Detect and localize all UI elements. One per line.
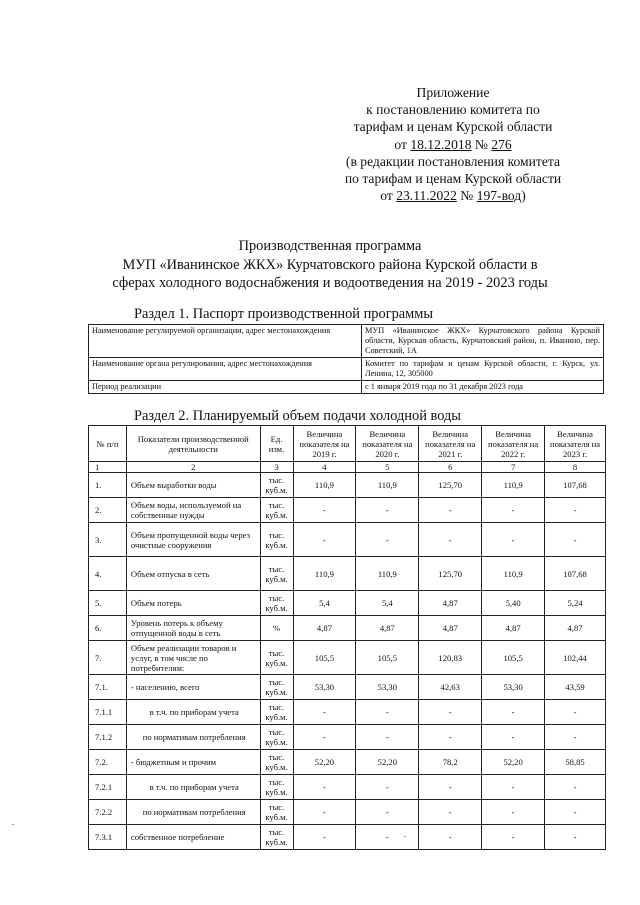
unit: тыс. куб.м. bbox=[260, 700, 293, 725]
row-number: 7. bbox=[89, 641, 127, 675]
value-cell: 110,9 bbox=[293, 557, 356, 591]
table-row bbox=[89, 498, 606, 523]
table-row bbox=[89, 473, 606, 498]
table-row bbox=[89, 750, 606, 775]
indicator-name: Объем отпуска в сеть bbox=[126, 557, 260, 591]
indicator-name: - бюджетным и прочим bbox=[126, 750, 260, 775]
table-row bbox=[89, 775, 606, 800]
unit: тыс. куб.м. bbox=[260, 557, 293, 591]
unit: тыс. куб.м. bbox=[260, 498, 293, 523]
value-cell: - bbox=[545, 800, 606, 825]
resolution-date: 18.12.2018 bbox=[410, 136, 472, 152]
unit: тыс. куб.м. bbox=[260, 523, 293, 557]
table-row bbox=[89, 591, 606, 616]
value-cell: 105,5 bbox=[356, 641, 419, 675]
row-number: 7.1.2 bbox=[89, 725, 127, 750]
row-number: 3. bbox=[89, 523, 127, 557]
value-cell: - bbox=[419, 800, 482, 825]
value-cell: - bbox=[419, 725, 482, 750]
passport-table bbox=[88, 324, 604, 394]
column-number: 5 bbox=[356, 462, 419, 473]
passport-value: с 1 января 2019 года по 31 декабря 2023 года bbox=[362, 381, 604, 394]
unit: тыс. куб.м. bbox=[260, 675, 293, 700]
unit: тыс. куб.м. bbox=[260, 591, 293, 616]
column-header: Величина показателя на 2022 г. bbox=[482, 426, 545, 462]
passport-value: Комитет по тарифам и ценам Курской области, г. Курск, ул. Ленина, 12, 305000 bbox=[362, 358, 604, 381]
table-row bbox=[89, 641, 606, 675]
passport-row bbox=[89, 325, 604, 358]
value-cell: 5,40 bbox=[482, 591, 545, 616]
table-row bbox=[89, 825, 606, 850]
value-cell: 110,9 bbox=[482, 473, 545, 498]
value-cell: 52,20 bbox=[293, 750, 356, 775]
value-cell: 4,87 bbox=[293, 616, 356, 641]
value-cell: 53,30 bbox=[293, 675, 356, 700]
appendix-line bbox=[318, 187, 588, 204]
row-number: 1. bbox=[89, 473, 127, 498]
column-header: Ед. изм. bbox=[260, 426, 293, 462]
value-cell: 53,30 bbox=[356, 675, 419, 700]
value-cell: - bbox=[293, 825, 356, 850]
indicator-name: собственное потребление bbox=[126, 825, 260, 850]
value-cell: - bbox=[545, 523, 606, 557]
column-header: Величина показателя на 2019 г. bbox=[293, 426, 356, 462]
row-number: 7.3.1 bbox=[89, 825, 127, 850]
appendix-line: тарифам и ценам Курской области bbox=[353, 119, 553, 135]
title-line: Производственная программа bbox=[238, 238, 422, 254]
indicator-name: Объем воды, используемой на собственные нужды bbox=[126, 498, 260, 523]
indicator-name: по нормативам потребления bbox=[126, 800, 260, 825]
value-cell: - bbox=[356, 725, 419, 750]
value-cell: 4,87 bbox=[419, 591, 482, 616]
table-row bbox=[89, 700, 606, 725]
column-number-row bbox=[89, 462, 606, 473]
table-header-row bbox=[89, 426, 606, 462]
value-cell: - bbox=[293, 800, 356, 825]
number-prefix: № bbox=[456, 188, 477, 204]
value-cell: 42,63 bbox=[419, 675, 482, 700]
from-prefix: от bbox=[394, 136, 411, 152]
value-cell: 125,70 bbox=[419, 557, 482, 591]
value-cell: - bbox=[293, 498, 356, 523]
value-cell: 5,4 bbox=[356, 591, 419, 616]
column-header: Величина показателя на 2020 г. bbox=[356, 426, 419, 462]
value-cell: - bbox=[482, 825, 545, 850]
resolution-number: 276 bbox=[491, 136, 512, 152]
value-cell: 43,59 bbox=[545, 675, 606, 700]
unit: тыс. куб.м. bbox=[260, 725, 293, 750]
edition-number: 197-вод bbox=[476, 188, 522, 204]
table-row bbox=[89, 557, 606, 591]
value-cell: - bbox=[419, 498, 482, 523]
value-cell: 4,87 bbox=[419, 616, 482, 641]
table-row bbox=[89, 616, 606, 641]
value-cell: - bbox=[419, 700, 482, 725]
closing-paren: ) bbox=[521, 188, 526, 204]
column-number: 3 bbox=[260, 462, 293, 473]
column-number: 1 bbox=[89, 462, 127, 473]
value-cell: 125,70 bbox=[419, 473, 482, 498]
title-line: МУП «Иванинское ЖКХ» Курчатовского района Курской области в bbox=[122, 256, 538, 273]
value-cell: 110,9 bbox=[356, 557, 419, 591]
row-number: 7.2. bbox=[89, 750, 127, 775]
appendix-line: по тарифам и ценам Курской области bbox=[344, 171, 562, 187]
column-number: 8 bbox=[545, 462, 606, 473]
value-cell: 52,20 bbox=[356, 750, 419, 775]
value-cell: 52,20 bbox=[482, 750, 545, 775]
row-number: 5. bbox=[89, 591, 127, 616]
unit: % bbox=[260, 616, 293, 641]
column-number: 2 bbox=[126, 462, 260, 473]
value-cell: - bbox=[482, 700, 545, 725]
value-cell: - bbox=[482, 523, 545, 557]
row-number: 4. bbox=[89, 557, 127, 591]
value-cell: - bbox=[356, 700, 419, 725]
appendix-line: к постановлению комитета по bbox=[366, 102, 540, 118]
value-cell: 4,87 bbox=[545, 616, 606, 641]
scan-speck bbox=[12, 824, 14, 825]
unit: тыс. куб.м. bbox=[260, 641, 293, 675]
value-cell: 5,24 bbox=[545, 591, 606, 616]
table-row bbox=[89, 523, 606, 557]
from-prefix: от bbox=[380, 188, 397, 204]
column-header: Величина показателя на 2021 г. bbox=[419, 426, 482, 462]
value-cell: - bbox=[545, 775, 606, 800]
table-row bbox=[89, 800, 606, 825]
column-header: Показатели производственной деятельности bbox=[126, 426, 260, 462]
passport-row bbox=[89, 381, 604, 394]
section2-heading: Раздел 2. Планируемый объем подачи холодной воды bbox=[134, 408, 461, 424]
unit: тыс. куб.м. bbox=[260, 473, 293, 498]
value-cell: - bbox=[356, 800, 419, 825]
indicator-name: в т.ч. по приборам учета bbox=[126, 775, 260, 800]
value-cell: 107,68 bbox=[545, 473, 606, 498]
water-volume-table bbox=[88, 425, 606, 850]
value-cell: - bbox=[482, 775, 545, 800]
section1-heading: Раздел 1. Паспорт производственной программы bbox=[134, 306, 434, 322]
column-number: 6 bbox=[419, 462, 482, 473]
value-cell: - bbox=[545, 498, 606, 523]
indicator-name: в т.ч. по приборам учета bbox=[126, 700, 260, 725]
value-cell: 110,9 bbox=[482, 557, 545, 591]
passport-row bbox=[89, 358, 604, 381]
value-cell: 120,83 bbox=[419, 641, 482, 675]
value-cell: - bbox=[482, 498, 545, 523]
value-cell: 110,9 bbox=[293, 473, 356, 498]
column-header: Величина показателя на 2023 г. bbox=[545, 426, 606, 462]
appendix-line: Приложение bbox=[416, 85, 490, 100]
value-cell: 5,4 bbox=[293, 591, 356, 616]
column-header: № п/п bbox=[89, 426, 127, 462]
value-cell: 78,2 bbox=[419, 750, 482, 775]
value-cell: 53,30 bbox=[482, 675, 545, 700]
indicator-name: по нормативам потребления bbox=[126, 725, 260, 750]
row-number: 6. bbox=[89, 616, 127, 641]
value-cell: - bbox=[293, 523, 356, 557]
unit: тыс. куб.м. bbox=[260, 800, 293, 825]
value-cell: 110,9 bbox=[356, 473, 419, 498]
value-cell: 107,68 bbox=[545, 557, 606, 591]
value-cell: - bbox=[419, 523, 482, 557]
program-title bbox=[60, 237, 600, 293]
value-cell: 4,87 bbox=[356, 616, 419, 641]
unit: тыс. куб.м. bbox=[260, 825, 293, 850]
passport-label: Наименование органа регулирования, адрес местонахождения bbox=[89, 358, 362, 381]
unit: тыс. куб.м. bbox=[260, 750, 293, 775]
value-cell: - bbox=[545, 700, 606, 725]
value-cell: - bbox=[482, 725, 545, 750]
passport-label: Наименование регулируемой организации, адрес местонахождения bbox=[89, 325, 362, 358]
row-number: 7.2.2 bbox=[89, 800, 127, 825]
value-cell: - bbox=[293, 725, 356, 750]
value-cell: 105,5 bbox=[482, 641, 545, 675]
value-cell: - bbox=[356, 775, 419, 800]
value-cell: - bbox=[356, 498, 419, 523]
indicator-name: - населению, всего bbox=[126, 675, 260, 700]
indicator-name: Объем выработки воды bbox=[126, 473, 260, 498]
value-cell: - bbox=[419, 825, 482, 850]
value-cell: - bbox=[293, 700, 356, 725]
row-number: 7.1. bbox=[89, 675, 127, 700]
row-number: 2. bbox=[89, 498, 127, 523]
value-cell: - bbox=[356, 825, 419, 850]
appendix-line: (в редакции постановления комитета bbox=[345, 153, 561, 169]
row-number: 7.2.1 bbox=[89, 775, 127, 800]
indicator-name: Уровень потерь к объему отпущенной воды в сеть bbox=[126, 616, 260, 641]
indicator-name: Объем потерь bbox=[126, 591, 260, 616]
value-cell: - bbox=[482, 800, 545, 825]
appendix-line bbox=[318, 136, 588, 153]
unit: тыс. куб.м. bbox=[260, 775, 293, 800]
scan-speck bbox=[404, 836, 406, 837]
value-cell: 105,5 bbox=[293, 641, 356, 675]
value-cell: 102,44 bbox=[545, 641, 606, 675]
number-prefix: № bbox=[471, 136, 492, 152]
value-cell: - bbox=[545, 825, 606, 850]
value-cell: 58,85 bbox=[545, 750, 606, 775]
value-cell: 4,87 bbox=[482, 616, 545, 641]
value-cell: - bbox=[356, 523, 419, 557]
edition-date: 23.11.2022 bbox=[396, 188, 457, 204]
passport-label: Период реализации bbox=[89, 381, 362, 394]
passport-value: МУП «Иванинское ЖКХ» Курчатовского района Курской области, Курская область, Курчатовский район, п. Иванино, пер. Советский, 1А bbox=[362, 325, 604, 358]
table-row bbox=[89, 725, 606, 750]
table-row bbox=[89, 675, 606, 700]
value-cell: - bbox=[419, 775, 482, 800]
column-number: 7 bbox=[482, 462, 545, 473]
column-number: 4 bbox=[293, 462, 356, 473]
indicator-name: Объем реализации товаров и услуг, в том числе по потребителям: bbox=[126, 641, 260, 675]
indicator-name: Объем пропущенной воды через очистные сооружения bbox=[126, 523, 260, 557]
title-line: сферах холодного водоснабжения и водоотведения на 2019 - 2023 годы bbox=[112, 275, 548, 291]
row-number: 7.1.1 bbox=[89, 700, 127, 725]
value-cell: - bbox=[293, 775, 356, 800]
value-cell: - bbox=[545, 725, 606, 750]
appendix-block bbox=[318, 84, 588, 204]
